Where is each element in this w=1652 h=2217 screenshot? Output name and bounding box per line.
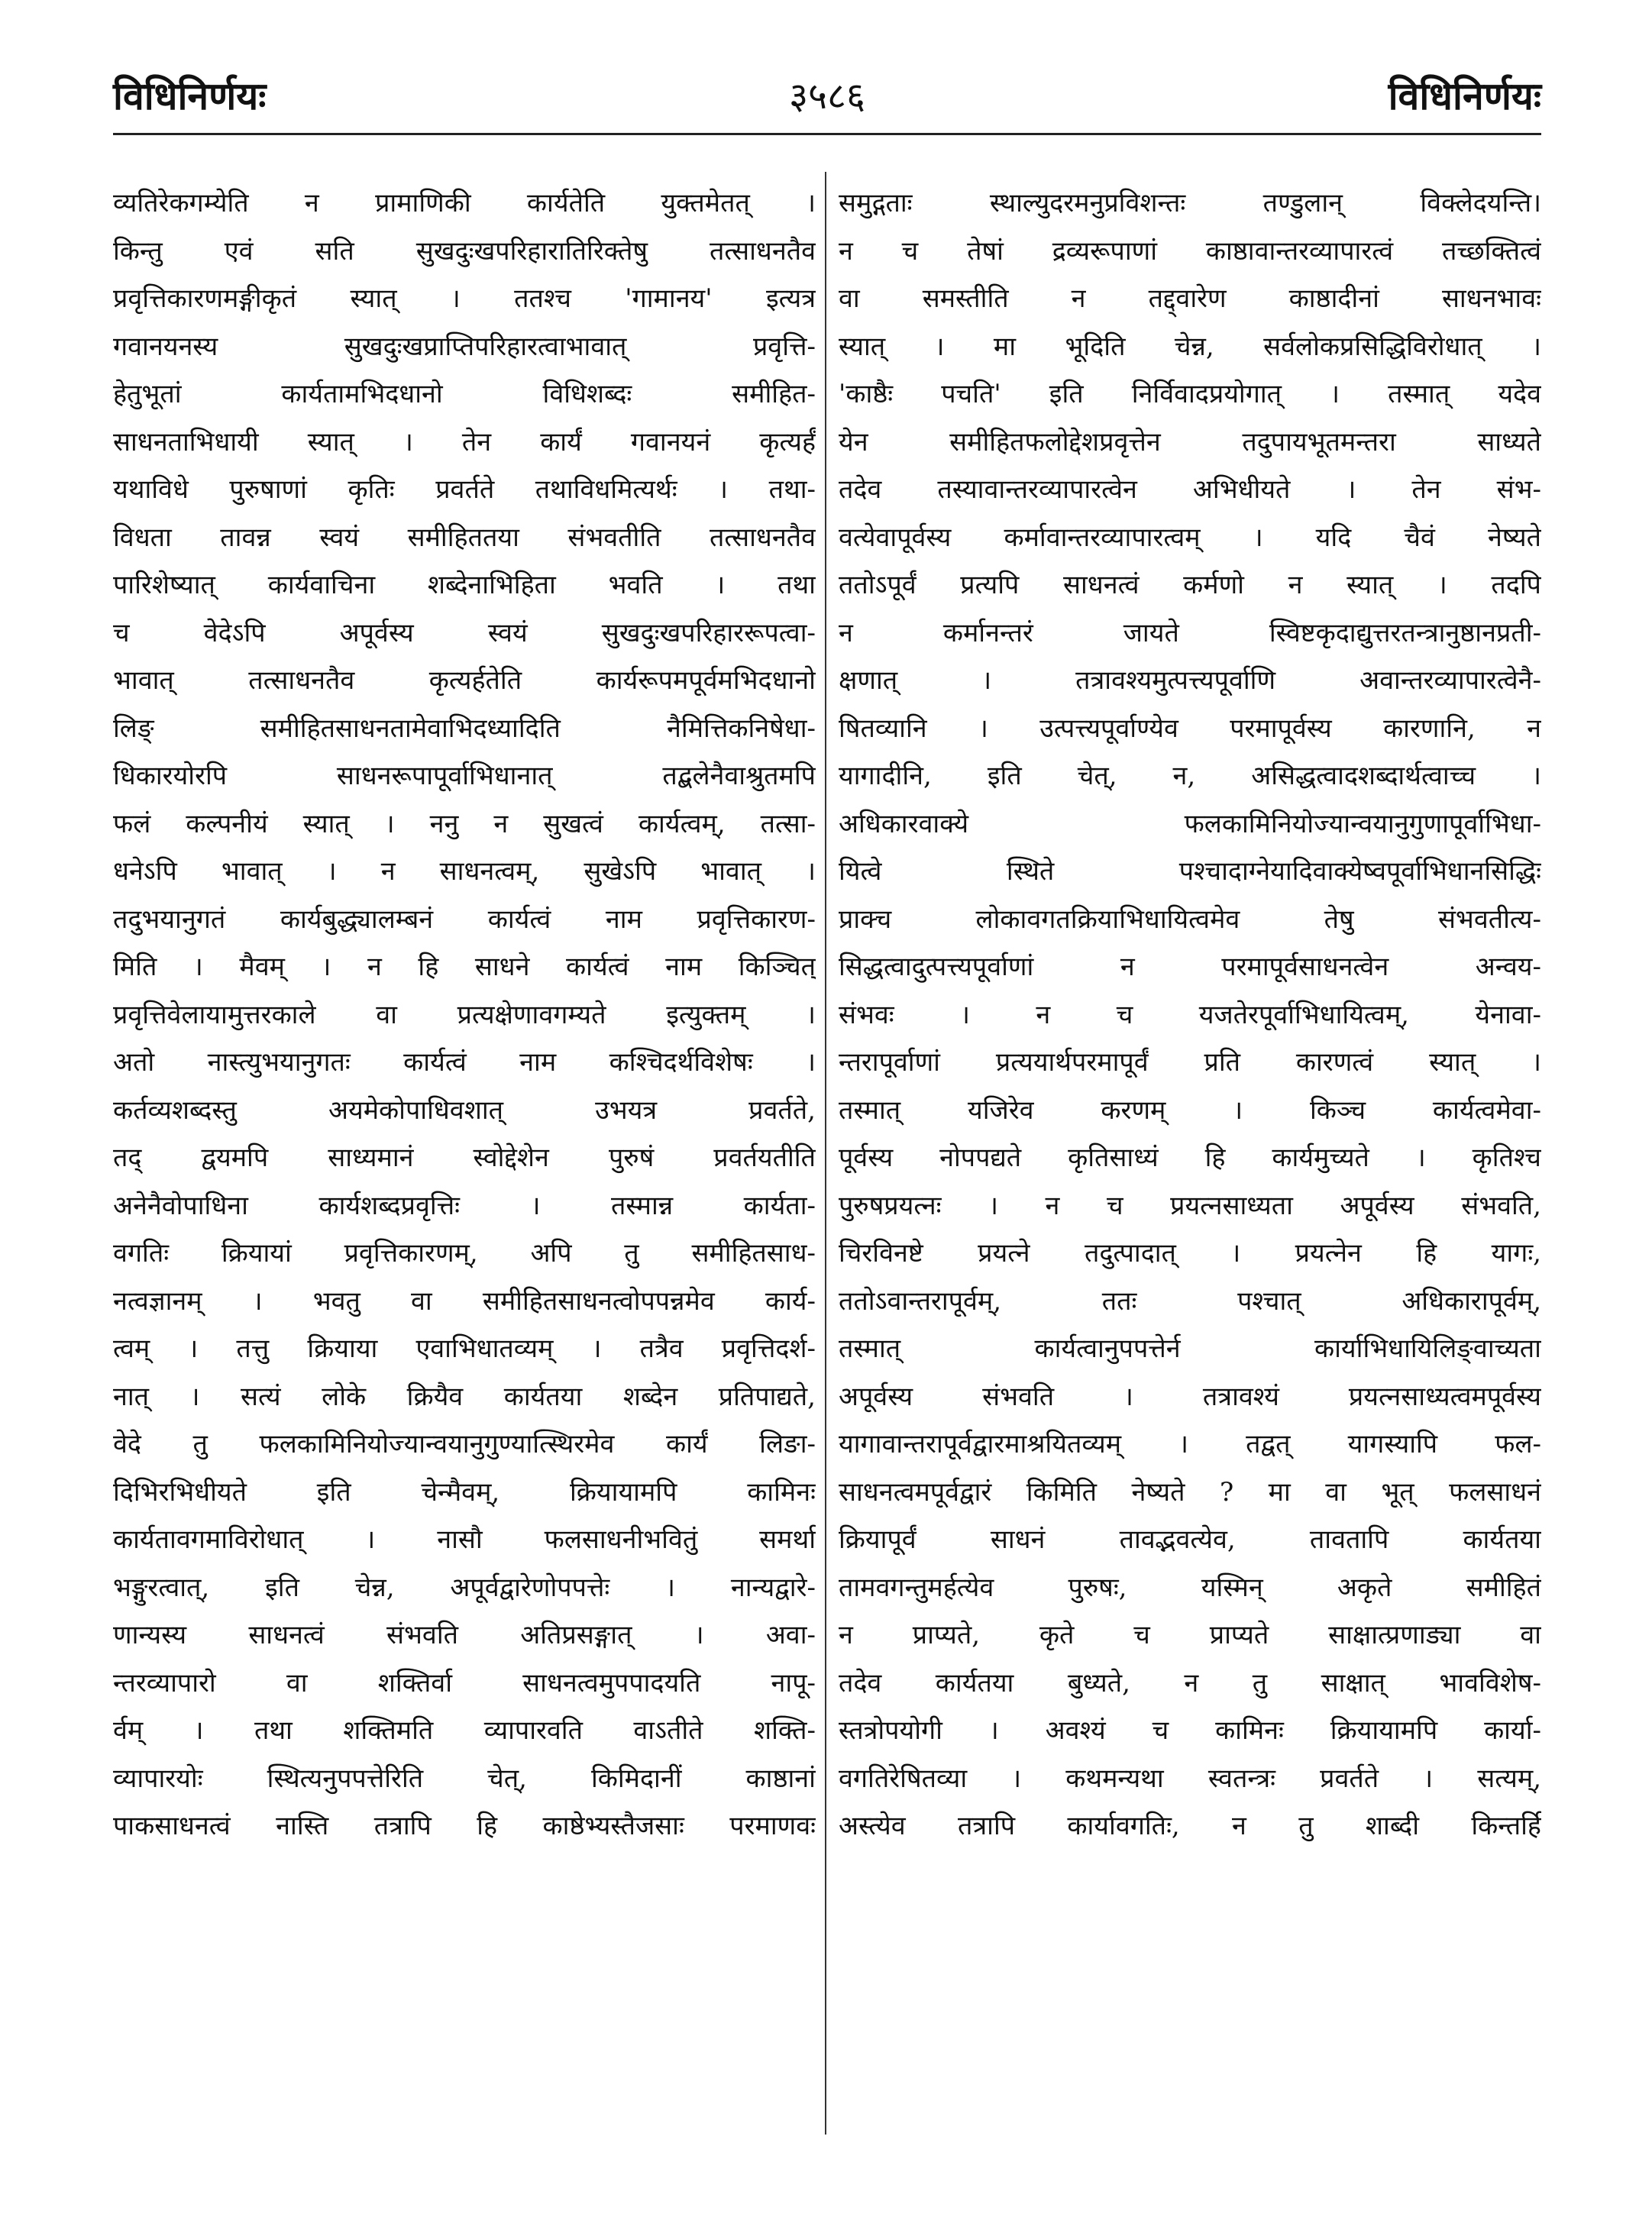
text-line: तद् द्वयमपि साध्यमानं स्वोद्देशेन पुरुषं प्रवर्तयतीति bbox=[113, 1142, 816, 1173]
text-line: न्तरव्यापारो वा शक्तिर्वा साधनत्वमुपपादयति नापू- bbox=[113, 1667, 816, 1698]
left-column bbox=[113, 179, 816, 2165]
text-line: भावात् तत्साधनतैव कृत्यर्हतेति कार्यरूपमपूर्वमभिदधानो bbox=[113, 665, 816, 696]
text-line: ततोऽपूर्वं प्रत्यपि साधनत्वं कर्मणो न स्यात् । तदपि bbox=[839, 570, 1541, 600]
text-line: गवानयनस्य सुखदुःखप्राप्तिपरिहारत्वाभावात् प्रवृत्ति- bbox=[113, 331, 816, 362]
text-line: यित्वे स्थिते पश्चादाग्नेयादिवाक्येष्वपूर्वाभिधानसिद्धिः bbox=[839, 856, 1541, 887]
text-line: न कर्मानन्तरं जायते स्विष्टकृदाद्युत्तरतन्त्रानुष्ठानप्रती- bbox=[839, 617, 1541, 648]
text-line: साधनत्वमपूर्वद्वारं किमिति नेष्यते ? मा वा भूत् फलसाधनं bbox=[839, 1476, 1541, 1508]
right-column bbox=[839, 179, 1541, 2165]
text-line: अधिकारवाक्ये फलकामिनियोज्यान्वयानुगुणापूर्वाभिधा- bbox=[839, 808, 1541, 839]
text-line: प्राक्च लोकावगतक्रियाभिधायित्वमेव तेषु संभवतीत्य- bbox=[839, 903, 1541, 935]
page-header bbox=[113, 73, 1541, 142]
text-line: अनेनैवोपाधिना कार्यशब्दप्रवृत्तिः । तस्मान्न कार्यता- bbox=[113, 1190, 816, 1221]
text-line: नत्वज्ञानम् । भवतु वा समीहितसाधनत्वोपपन्नमेव कार्य- bbox=[113, 1285, 816, 1317]
running-title-left: विधिनिर्णयः bbox=[113, 73, 267, 118]
text-line: तदेव तस्यावान्तरव्यापारत्वेन अभिधीयते । तेन संभ- bbox=[839, 474, 1541, 505]
text-line: क्षणात् । तत्रावश्यमुत्पत्त्यपूर्वाणि अवान्तरव्यापारत्वेनै- bbox=[839, 665, 1541, 696]
text-line: तामवगन्तुमर्हत्येव पुरुषः, यस्मिन् अकृते समीहितं bbox=[839, 1572, 1541, 1603]
text-line: षितव्यानि । उत्पत्त्यपूर्वाण्येव परमापूर्वस्य कारणानि, न bbox=[839, 713, 1541, 744]
text-line: वेदे तु फलकामिनियोज्यान्वयानुगुण्यात्स्थिरमेव कार्यं लिङा- bbox=[113, 1429, 816, 1459]
text-line: कार्यतावगमाविरोधात् । नासौ फलसाधनीभवितुं समर्था bbox=[113, 1524, 816, 1555]
text-line: व्यापारयोः स्थित्यनुपपत्तेरिति चेत्, किमिदानीं काष्ठानां bbox=[113, 1763, 816, 1794]
text-line: तस्मात् कार्यत्वानुपपत्तेर्न कार्याभिधायिलिङ्वाच्यता bbox=[839, 1333, 1541, 1364]
text-line: न्तरापूर्वाणां प्रत्ययार्थपरमापूर्वं प्रति कारणत्वं स्यात् । bbox=[839, 1047, 1541, 1078]
text-line: स्यात् । मा भूदिति चेन्न, सर्वलोकप्रसिद्धिविरोधात् । bbox=[839, 331, 1541, 362]
text-line: वा समस्तीति न तद्द्वारेण काष्ठादीनां साधनभावः bbox=[839, 283, 1541, 314]
text-line: फलं कल्पनीयं स्यात् । ननु न सुखत्वं कार्यत्वम्, तत्सा- bbox=[113, 808, 816, 839]
text-line: र्वम् । तथा शक्तिमति व्यापारवति वाऽतीते शक्ति- bbox=[113, 1715, 816, 1746]
text-line: अपूर्वस्य संभवति । तत्रावश्यं प्रयत्नसाध्यत्वमपूर्वस्य bbox=[839, 1381, 1541, 1412]
text-line: च वेदेऽपि अपूर्वस्य स्वयं सुखदुःखपरिहाररूपत्वा- bbox=[113, 617, 816, 648]
text-line: णान्यस्य साधनत्वं संभवति अतिप्रसङ्गात् । अवा- bbox=[113, 1620, 816, 1650]
text-line: पुरुषप्रयत्नः । न च प्रयत्नसाध्यता अपूर्वस्य संभवति, bbox=[839, 1190, 1541, 1221]
text-line: अतो नास्त्युभयानुगतः कार्यत्वं नाम कश्चिदर्थविशेषः । bbox=[113, 1047, 816, 1078]
text-line: हेतुभूतां कार्यतामभिदधानो विधिशब्दः समीहित- bbox=[113, 379, 816, 409]
text-line: यागादीनि, इति चेत्, न, असिद्धत्वादशब्दार्थत्वाच्च । bbox=[839, 761, 1541, 791]
text-line: त्वम् । तत्तु क्रियाया एवाभिधातव्यम् । तत्रैव प्रवृत्तिदर्श- bbox=[113, 1333, 816, 1364]
page-number: ३५८६ bbox=[789, 75, 865, 118]
text-line: साधनताभिधायी स्यात् । तेन कार्यं गवानयनं कृत्यर्हं bbox=[113, 426, 816, 457]
column-divider bbox=[825, 172, 826, 2135]
text-line: न च तेषां द्रव्यरूपाणां काष्ठावान्तरव्यापारत्वं तच्छक्तित्वं bbox=[839, 235, 1541, 267]
text-line: संभवः । न च यजतेरपूर्वाभिधायित्वम्, येनावा- bbox=[839, 999, 1541, 1030]
text-line: यथाविधे पुरुषाणां कृतिः प्रवर्तते तथाविधमित्यर्थः । तथा- bbox=[113, 474, 816, 505]
text-line: मिति । मैवम् । न हि साधने कार्यत्वं नाम किञ्चित् bbox=[113, 952, 816, 982]
text-line: प्रवृत्तिवेलायामुत्तरकाले वा प्रत्यक्षेणावगम्यते इत्युक्तम् । bbox=[113, 999, 816, 1030]
text-columns bbox=[113, 179, 1541, 2165]
text-line: स्तत्रोपयोगी । अवश्यं च कामिनः क्रियायामपि कार्या- bbox=[839, 1715, 1541, 1746]
text-line: धिकारयोरपि साधनरूपापूर्वाभिधानात् तद्बलेनैवाश्रुतमपि bbox=[113, 761, 816, 791]
running-title-right: विधिनिर्णयः bbox=[1388, 73, 1541, 118]
text-line: पाकसाधनत्वं नास्ति तत्रापि हि काष्ठेभ्यस्तैजसाः परमाणवः bbox=[113, 1811, 816, 1841]
text-line: तदेव कार्यतया बुध्यते, न तु साक्षात् भावविशेष- bbox=[839, 1667, 1541, 1698]
text-line: यागावान्तरापूर्वद्वारमाश्रयितव्यम् । तद्वत् यागस्यापि फल- bbox=[839, 1429, 1541, 1459]
text-line: न प्राप्यते, कृते च प्राप्यते साक्षात्प्रणाड्या वा bbox=[839, 1620, 1541, 1650]
text-line: सिद्धत्वादुत्पत्त्यपूर्वाणां न परमापूर्वसाधनत्वेन अन्वय- bbox=[839, 952, 1541, 982]
text-line: क्रियापूर्वं साधनं तावद्भवत्येव, तावतापि कार्यतया bbox=[839, 1524, 1541, 1555]
text-line: व्यतिरेकगम्येति न प्रामाणिकी कार्यतेति युक्तमेतत् । bbox=[113, 188, 816, 218]
text-line: प्रवृत्तिकारणमङ्गीकृतं स्यात् । ततश्च 'गामानय' इत्यत्र bbox=[113, 283, 816, 314]
text-line: दिभिरभिधीयते इति चेन्मैवम्, क्रियायामपि कामिनः bbox=[113, 1476, 816, 1508]
header-rule bbox=[113, 133, 1541, 135]
text-line: लिङ् समीहितसाधनतामेवाभिदध्यादिति नैमित्तिकनिषेधा- bbox=[113, 713, 816, 744]
text-line: वगतिरेषितव्या । कथमन्यथा स्वतन्त्रः प्रवर्तते । सत्यम्, bbox=[839, 1763, 1541, 1794]
text-line: विधता तावन्न स्वयं समीहिततया संभवतीति तत्साधनतैव bbox=[113, 522, 816, 553]
text-line: धनेऽपि भावात् । न साधनत्वम्, सुखेऽपि भावात् । bbox=[113, 856, 816, 887]
text-line: पूर्वस्य नोपपद्यते कृतिसाध्यं हि कार्यमुच्यते । कृतिश्च bbox=[839, 1142, 1541, 1173]
text-line: वगतिः क्रियायां प्रवृत्तिकारणम्, अपि तु समीहितसाध- bbox=[113, 1238, 816, 1268]
text-line: पारिशेष्यात् कार्यवाचिना शब्देनाभिहिता भवति । तथा bbox=[113, 570, 816, 600]
text-line: 'काष्ठैः पचति' इति निर्विवादप्रयोगात् । तस्मात् यदेव bbox=[839, 379, 1541, 409]
text-line: कर्तव्यशब्दस्तु अयमेकोपाधिवशात् उभयत्र प्रवर्तते, bbox=[113, 1094, 816, 1126]
text-line: चिरविनष्टे प्रयत्ने तदुत्पादात् । प्रयत्नेन हि यागः, bbox=[839, 1238, 1541, 1268]
text-line: किन्तु एवं सति सुखदुःखपरिहारातिरिक्तेषु तत्साधनतैव bbox=[113, 235, 816, 267]
text-line: येन समीहितफलोद्देशप्रवृत्तेन तदुपायभूतमन्तरा साध्यते bbox=[839, 426, 1541, 457]
text-line: तदुभयानुगतं कार्यबुद्ध्यालम्बनं कार्यत्वं नाम प्रवृत्तिकारण- bbox=[113, 903, 816, 935]
text-line: वत्येवापूर्वस्य कर्मावान्तरव्यापारत्वम् । यदि चैवं नेष्यते bbox=[839, 522, 1541, 553]
text-line: ततोऽवान्तरापूर्वम्, ततः पश्चात् अधिकारापूर्वम्, bbox=[839, 1285, 1541, 1317]
text-line: तस्मात् यजिरेव करणम् । किञ्च कार्यत्वमेवा- bbox=[839, 1094, 1541, 1126]
text-line: भङ्गुरत्वात्, इति चेन्न, अपूर्वद्वारेणोपपत्तेः । नान्यद्वारे- bbox=[113, 1572, 816, 1603]
text-line: समुद्गताः स्थाल्युदरमनुप्रविशन्तः तण्डुलान् विक्लेदयन्ति। bbox=[839, 188, 1541, 218]
text-line: अस्त्येव तत्रापि कार्यावगतिः, न तु शाब्दी किन्तर्हि bbox=[839, 1811, 1541, 1841]
text-line: नात् । सत्यं लोके क्रियैव कार्यतया शब्देन प्रतिपाद्यते, bbox=[113, 1381, 816, 1412]
